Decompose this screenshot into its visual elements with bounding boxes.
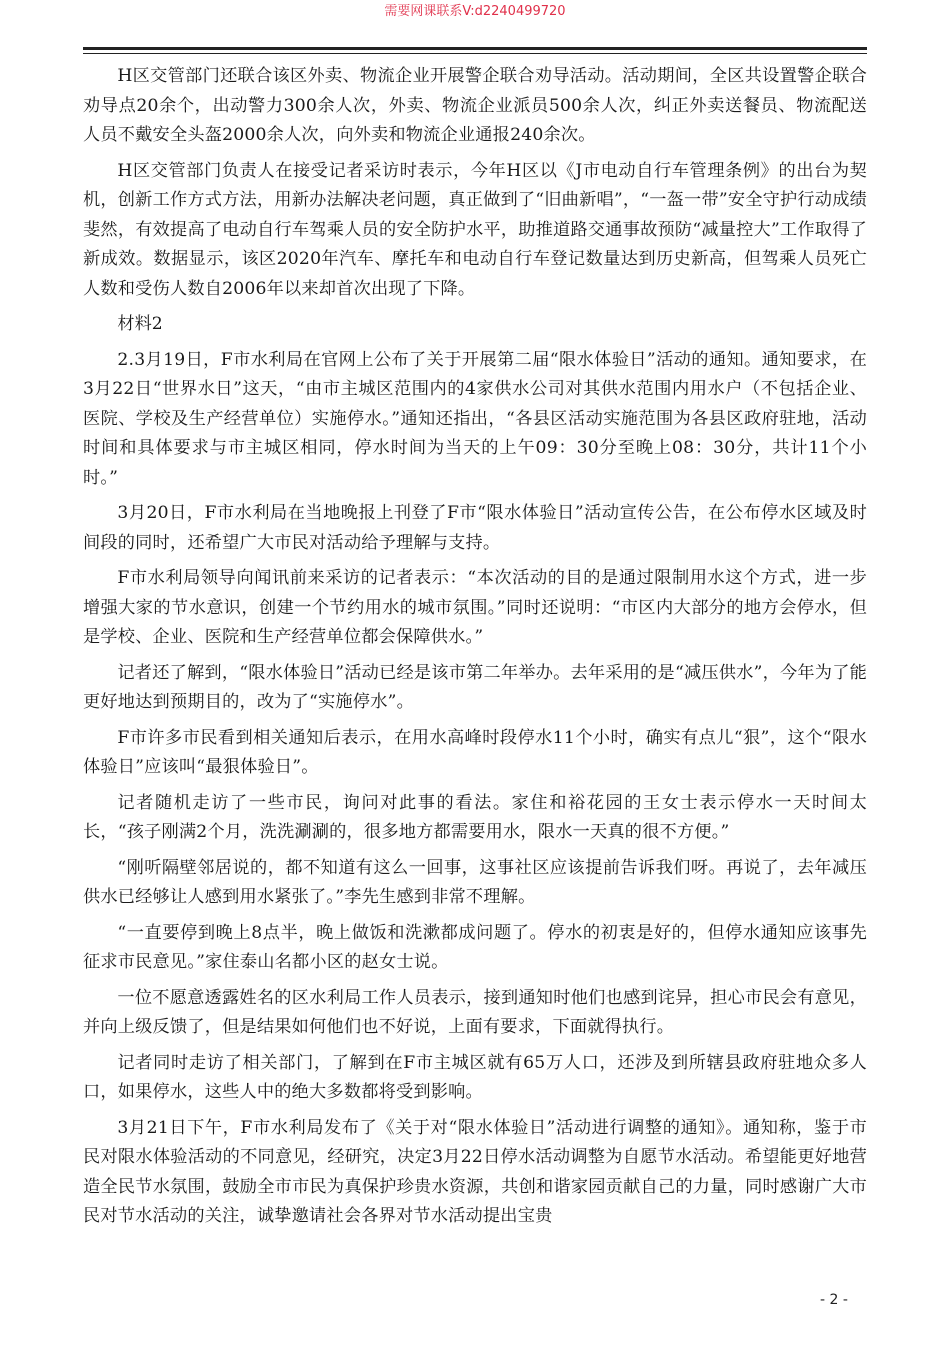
header-rule-thick xyxy=(83,47,867,50)
paragraph: 2.3月19日，F市水利局在官网上公布了关于开展第二届“限水体验日”活动的通知。通知要求，在3月22日“世界水日”这天，“由市主城区范围内的4家供水公司对其供水范围内用水户（不包括企业、医院、学校及生产经营单位）实施停水。”通知还指出，“各县区活动实施范围为各县区政府驻地，活动时间和具体要求与市主城区相同，停水时间为当天的上午09：30分至晚上08：30分，共计11个小时。” xyxy=(83,349,867,488)
paragraph: H区交管部门负责人在接受记者采访时表示，今年H区以《J市电动自行车管理条例》的出台为契机，创新工作方式方法，用新办法解决老问题，真正做到了“旧曲新唱”，“一盔一带”安全守护行动成绩斐然，有效提高了电动自行车驾乘人员的安全防护水平，助推道路交通事故预防“减量控大”工作取得了新成效。数据显示，该区2020年汽车、摩托车和电动自行车登记数量达到历史新高，但驾乘人员死亡人数和受伤人数自2006年以来却首次出现了下降。 xyxy=(83,160,867,299)
page-number: - 2 - xyxy=(820,1292,848,1308)
paragraph: 3月21日下午，F市水利局发布了《关于对“限水体验日”活动进行调整的通知》。通知称，鉴于市民对限水体验活动的不同意见，经研究，决定3月22日停水活动调整为自愿节水活动。希望能更好地营造全民节水氛围，鼓励全市市民为真保护珍贵水资源，共创和谐家园贡献自己的力量，同时感谢广大市民对节水活动的关注，诚挚邀请社会各界对节水活动提出宝贵 xyxy=(83,1117,867,1226)
paragraph: 一位不愿意透露姓名的区水利局工作人员表示，接到通知时他们也感到诧异，担心市民会有意见，并向上级反馈了，但是结果如何他们也不好说，上面有要求，下面就得执行。 xyxy=(83,987,867,1037)
paragraph: F市许多市民看到相关通知后表示，在用水高峰时段停水11个小时，确实有点儿“狠”，这个“限水体验日”应该叫“最狠体验日”。 xyxy=(83,727,867,777)
header-rule-thin xyxy=(83,53,867,54)
document-body xyxy=(83,62,867,1238)
watermark: 需要网课联系V:d2240499720 xyxy=(384,4,566,19)
paragraph: F市水利局领导向闻讯前来采访的记者表示：“本次活动的目的是通过限制用水这个方式，进一步增强大家的节水意识，创建一个节约用水的城市氛围。”同时还说明：“市区内大部分的地方会停水，但是学校、企业、医院和生产经营单位都会保障供水。” xyxy=(83,568,867,647)
section-heading: 材料2 xyxy=(117,314,163,334)
paragraph: 3月20日，F市水利局在当地晚报上刊登了F市“限水体验日”活动宣传公告，在公布停水区域及时间段的同时，还希望广大市民对活动给予理解与支持。 xyxy=(83,503,867,553)
paragraph: 记者随机走访了一些市民，询问对此事的看法。家住和裕花园的王女士表示停水一天时间太长，“孩子刚满2个月，洗洗涮涮的，很多地方都需要用水，限水一天真的很不方便。” xyxy=(83,792,867,842)
paragraph: “刚听隔壁邻居说的，都不知道有这么一回事，这事社区应该提前告诉我们呀。再说了，去年减压供水已经够让人感到用水紧张了。”李先生感到非常不理解。 xyxy=(83,857,867,907)
paragraph: H区交管部门还联合该区外卖、物流企业开展警企联合劝导活动。活动期间，全区共设置警企联合劝导点20余个，出动警力300余人次，外卖、物流企业派员500余人次，纠正外卖送餐员、物流配送人员不戴安全头盔2000余人次，向外卖和物流企业通报240余次。 xyxy=(83,66,867,145)
paragraph: 记者同时走访了相关部门，了解到在F市主城区就有65万人口，还涉及到所辖县政府驻地众多人口，如果停水，这些人中的绝大多数都将受到影响。 xyxy=(83,1052,867,1102)
paragraph: “一直要停到晚上8点半，晚上做饭和洗漱都成问题了。停水的初衷是好的，但停水通知应该事先征求市民意见。”家住泰山名都小区的赵女士说。 xyxy=(83,922,867,972)
paragraph: 记者还了解到，“限水体验日”活动已经是该市第二年举办。去年采用的是“减压供水”，今年为了能更好地达到预期目的，改为了“实施停水”。 xyxy=(83,662,867,712)
